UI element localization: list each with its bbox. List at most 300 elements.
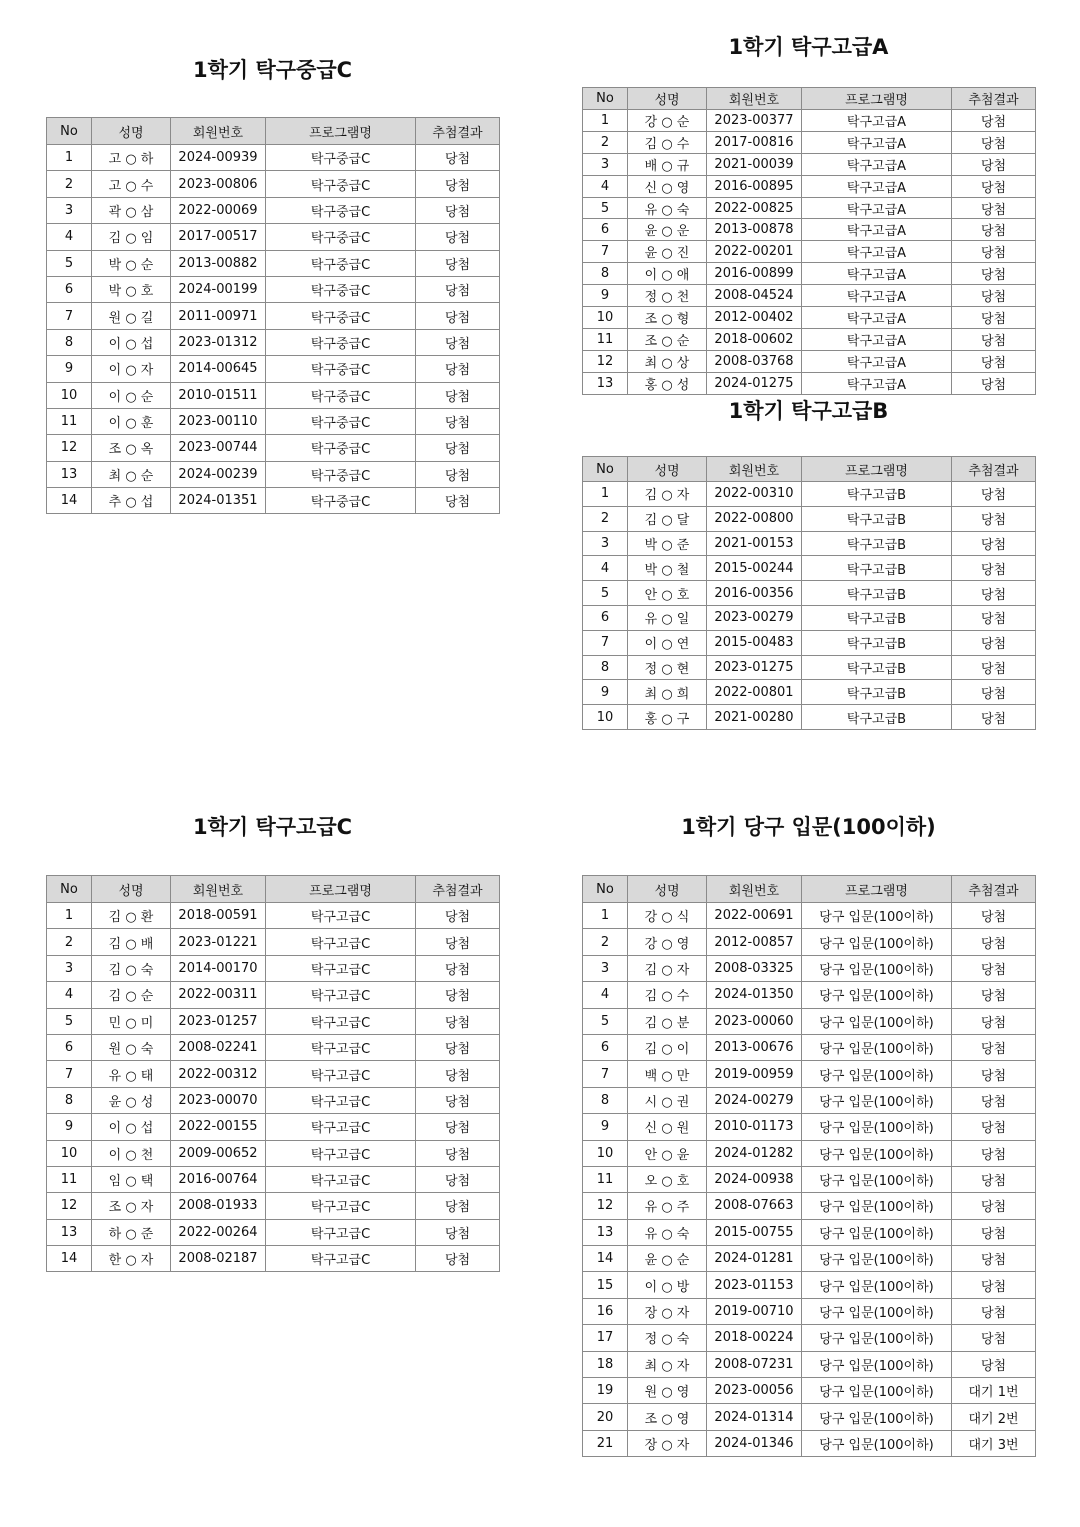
member-name-cell: 원 ○ 길 <box>92 303 171 329</box>
member-name-cell: 최 ○ 희 <box>628 680 707 705</box>
program-name-cell: 탁구중급C <box>266 461 416 487</box>
table-row <box>583 263 1036 285</box>
table-row <box>583 241 1036 263</box>
program-name-cell: 당구 입문(100이하) <box>802 1008 952 1034</box>
draw-result-cell: 당첨 <box>416 488 500 514</box>
row-number-cell: 14 <box>47 488 92 514</box>
row-number-cell: 5 <box>47 250 92 276</box>
table-row <box>583 506 1036 531</box>
draw-result-cell: 당첨 <box>952 506 1036 531</box>
member-name-cell: 한 ○ 자 <box>92 1246 171 1272</box>
draw-result-cell: 당첨 <box>416 1246 500 1272</box>
table-row <box>583 1246 1036 1272</box>
program-name-cell: 당구 입문(100이하) <box>802 955 952 981</box>
table-row <box>583 1378 1036 1404</box>
row-number-cell: 5 <box>47 1008 92 1034</box>
program-name-cell: 당구 입문(100이하) <box>802 1140 952 1166</box>
row-number-cell: 9 <box>583 680 628 705</box>
draw-result-cell: 당첨 <box>952 285 1036 307</box>
row-number-cell: 11 <box>47 1166 92 1192</box>
table-body <box>583 482 1036 730</box>
row-number-cell: 5 <box>583 197 628 219</box>
program-name-cell: 탁구고급B <box>802 556 952 581</box>
table-row <box>47 461 500 487</box>
table-row <box>47 197 500 223</box>
member-name-cell: 김 ○ 임 <box>92 224 171 250</box>
column-header: 추첨결과 <box>416 876 500 903</box>
draw-result-cell: 당첨 <box>416 461 500 487</box>
member-id-cell: 2016-00895 <box>707 175 802 197</box>
member-name-cell: 김 ○ 이 <box>628 1034 707 1060</box>
program-name-cell: 당구 입문(100이하) <box>802 1087 952 1113</box>
row-number-cell: 3 <box>583 955 628 981</box>
member-id-cell: 2021-00153 <box>707 531 802 556</box>
program-name-cell: 탁구고급A <box>802 153 952 175</box>
draw-result-cell: 당첨 <box>952 605 1036 630</box>
table-row <box>583 1061 1036 1087</box>
member-name-cell: 고 ○ 하 <box>92 145 171 171</box>
member-name-cell: 오 ○ 호 <box>628 1166 707 1192</box>
member-name-cell: 시 ○ 권 <box>628 1087 707 1113</box>
roster-table <box>46 117 500 514</box>
program-name-cell: 당구 입문(100이하) <box>802 1193 952 1219</box>
table-body <box>47 145 500 514</box>
program-name-cell: 탁구고급C <box>266 982 416 1008</box>
program-name-cell: 탁구중급C <box>266 250 416 276</box>
row-number-cell: 16 <box>583 1298 628 1324</box>
draw-result-cell: 당첨 <box>952 350 1036 372</box>
draw-result-cell: 당첨 <box>952 482 1036 507</box>
column-header: 프로그램명 <box>802 876 952 903</box>
member-id-cell: 2024-01275 <box>707 372 802 394</box>
table-row <box>583 131 1036 153</box>
table-row <box>47 1008 500 1034</box>
row-number-cell: 15 <box>583 1272 628 1298</box>
draw-result-cell: 당첨 <box>952 328 1036 350</box>
member-id-cell: 2015-00483 <box>707 630 802 655</box>
table-row <box>583 1140 1036 1166</box>
member-id-cell: 2022-00201 <box>707 241 802 263</box>
program-name-cell: 당구 입문(100이하) <box>802 1351 952 1377</box>
table-row <box>47 982 500 1008</box>
member-name-cell: 정 ○ 숙 <box>628 1325 707 1351</box>
table-row <box>583 1404 1036 1430</box>
program-name-cell: 탁구고급C <box>266 1193 416 1219</box>
column-header: 회원번호 <box>707 88 802 110</box>
member-name-cell: 김 ○ 분 <box>628 1008 707 1034</box>
program-name-cell: 당구 입문(100이하) <box>802 1404 952 1430</box>
program-name-cell: 탁구고급A <box>802 110 952 132</box>
draw-result-cell: 당첨 <box>952 241 1036 263</box>
member-name-cell: 이 ○ 섭 <box>92 1114 171 1140</box>
program-name-cell: 탁구고급C <box>266 1219 416 1245</box>
table-row <box>47 1193 500 1219</box>
draw-result-cell: 당첨 <box>952 655 1036 680</box>
draw-result-cell: 당첨 <box>416 171 500 197</box>
member-name-cell: 이 ○ 순 <box>92 382 171 408</box>
program-name-cell: 당구 입문(100이하) <box>802 1219 952 1245</box>
program-name-cell: 탁구고급B <box>802 630 952 655</box>
table-row <box>47 303 500 329</box>
table-row <box>47 382 500 408</box>
section-title: 1학기 당구 입문(100이하) <box>681 815 936 839</box>
row-number-cell: 9 <box>47 1114 92 1140</box>
table-row <box>583 372 1036 394</box>
row-number-cell: 6 <box>583 605 628 630</box>
member-name-cell: 민 ○ 미 <box>92 1008 171 1034</box>
member-id-cell: 2008-04524 <box>707 285 802 307</box>
member-name-cell: 홍 ○ 성 <box>628 372 707 394</box>
member-name-cell: 박 ○ 순 <box>92 250 171 276</box>
member-name-cell: 안 ○ 윤 <box>628 1140 707 1166</box>
row-number-cell: 12 <box>583 1193 628 1219</box>
member-id-cell: 2015-00244 <box>707 556 802 581</box>
program-name-cell: 탁구고급A <box>802 197 952 219</box>
row-number-cell: 7 <box>583 241 628 263</box>
row-number-cell: 19 <box>583 1378 628 1404</box>
column-header: 프로그램명 <box>802 457 952 482</box>
draw-result-cell: 당첨 <box>952 556 1036 581</box>
header-row <box>583 88 1036 110</box>
member-name-cell: 김 ○ 달 <box>628 506 707 531</box>
roster-table <box>582 456 1036 730</box>
draw-result-cell: 당첨 <box>952 531 1036 556</box>
member-id-cell: 2021-00039 <box>707 153 802 175</box>
member-id-cell: 2023-00806 <box>171 171 266 197</box>
table-row <box>583 1008 1036 1034</box>
section-title: 1학기 탁구고급A <box>728 35 889 59</box>
row-number-cell: 6 <box>583 1034 628 1060</box>
member-name-cell: 하 ○ 준 <box>92 1219 171 1245</box>
program-name-cell: 탁구고급A <box>802 175 952 197</box>
header-row <box>47 118 500 145</box>
table-row <box>583 1298 1036 1324</box>
table-row <box>583 655 1036 680</box>
table-body <box>47 903 500 1272</box>
member-id-cell: 2024-01351 <box>171 488 266 514</box>
program-name-cell: 당구 입문(100이하) <box>802 929 952 955</box>
table-row <box>583 1351 1036 1377</box>
row-number-cell: 10 <box>47 1140 92 1166</box>
program-name-cell: 탁구고급B <box>802 531 952 556</box>
member-id-cell: 2024-01350 <box>707 982 802 1008</box>
member-id-cell: 2008-02187 <box>171 1246 266 1272</box>
table-body <box>583 110 1036 395</box>
row-number-cell: 6 <box>583 219 628 241</box>
row-number-cell: 5 <box>583 581 628 606</box>
draw-result-cell: 당첨 <box>952 1087 1036 1113</box>
member-id-cell: 2008-07231 <box>707 1351 802 1377</box>
table-row <box>47 488 500 514</box>
draw-result-cell: 당첨 <box>952 175 1036 197</box>
member-name-cell: 강 ○ 순 <box>628 110 707 132</box>
draw-result-cell: 당첨 <box>416 903 500 929</box>
program-name-cell: 탁구중급C <box>266 382 416 408</box>
member-name-cell: 조 ○ 영 <box>628 1404 707 1430</box>
draw-result-cell: 당첨 <box>952 1193 1036 1219</box>
column-header: 추첨결과 <box>952 457 1036 482</box>
program-name-cell: 탁구중급C <box>266 224 416 250</box>
member-id-cell: 2008-03768 <box>707 350 802 372</box>
member-name-cell: 김 ○ 자 <box>628 955 707 981</box>
member-name-cell: 박 ○ 준 <box>628 531 707 556</box>
program-name-cell: 탁구고급B <box>802 482 952 507</box>
member-id-cell: 2022-00312 <box>171 1061 266 1087</box>
table-body <box>583 903 1036 1457</box>
draw-result-cell: 당첨 <box>416 929 500 955</box>
draw-result-cell: 당첨 <box>416 197 500 223</box>
member-id-cell: 2017-00816 <box>707 131 802 153</box>
member-name-cell: 백 ○ 만 <box>628 1061 707 1087</box>
member-name-cell: 조 ○ 자 <box>92 1193 171 1219</box>
program-name-cell: 탁구중급C <box>266 488 416 514</box>
table-row <box>583 903 1036 929</box>
row-number-cell: 1 <box>583 110 628 132</box>
program-name-cell: 당구 입문(100이하) <box>802 1166 952 1192</box>
row-number-cell: 3 <box>47 197 92 223</box>
draw-result-cell: 당첨 <box>952 110 1036 132</box>
member-id-cell: 2024-01314 <box>707 1404 802 1430</box>
program-name-cell: 탁구고급C <box>266 1166 416 1192</box>
program-name-cell: 당구 입문(100이하) <box>802 1246 952 1272</box>
member-name-cell: 박 ○ 철 <box>628 556 707 581</box>
draw-result-cell: 당첨 <box>952 1114 1036 1140</box>
member-name-cell: 이 ○ 연 <box>628 630 707 655</box>
table-row <box>583 630 1036 655</box>
draw-result-cell: 당첨 <box>952 197 1036 219</box>
table-row <box>47 224 500 250</box>
member-id-cell: 2017-00517 <box>171 224 266 250</box>
member-name-cell: 원 ○ 숙 <box>92 1034 171 1060</box>
row-number-cell: 2 <box>47 929 92 955</box>
draw-result-cell: 당첨 <box>952 929 1036 955</box>
header-row <box>47 876 500 903</box>
member-name-cell: 윤 ○ 성 <box>92 1087 171 1113</box>
table-row <box>583 605 1036 630</box>
draw-result-cell: 당첨 <box>416 435 500 461</box>
member-id-cell: 2024-01346 <box>707 1430 802 1456</box>
draw-result-cell: 대기 3번 <box>952 1430 1036 1456</box>
program-name-cell: 탁구고급C <box>266 1140 416 1166</box>
table-row <box>583 680 1036 705</box>
member-id-cell: 2022-00801 <box>707 680 802 705</box>
table-row <box>583 929 1036 955</box>
column-header: No <box>583 88 628 110</box>
table-row <box>583 153 1036 175</box>
member-id-cell: 2018-00591 <box>171 903 266 929</box>
table-row <box>47 955 500 981</box>
member-name-cell: 김 ○ 순 <box>92 982 171 1008</box>
member-id-cell: 2023-00060 <box>707 1008 802 1034</box>
column-header: 회원번호 <box>707 876 802 903</box>
draw-result-cell: 당첨 <box>952 581 1036 606</box>
row-number-cell: 3 <box>583 153 628 175</box>
program-name-cell: 탁구고급B <box>802 655 952 680</box>
table-row <box>583 1166 1036 1192</box>
column-header: 프로그램명 <box>266 876 416 903</box>
roster-table <box>582 87 1036 395</box>
draw-result-cell: 당첨 <box>416 250 500 276</box>
row-number-cell: 3 <box>47 955 92 981</box>
table-row <box>47 145 500 171</box>
draw-result-cell: 당첨 <box>952 630 1036 655</box>
row-number-cell: 5 <box>583 1008 628 1034</box>
member-id-cell: 2012-00402 <box>707 307 802 329</box>
member-id-cell: 2013-00882 <box>171 250 266 276</box>
member-name-cell: 장 ○ 자 <box>628 1298 707 1324</box>
program-name-cell: 탁구고급A <box>802 328 952 350</box>
member-name-cell: 최 ○ 자 <box>628 1351 707 1377</box>
program-name-cell: 탁구고급A <box>802 350 952 372</box>
draw-result-cell: 당첨 <box>416 1061 500 1087</box>
program-name-cell: 탁구고급A <box>802 263 952 285</box>
table-row <box>47 276 500 302</box>
section-title: 1학기 탁구고급C <box>192 815 353 839</box>
program-name-cell: 탁구고급C <box>266 1061 416 1087</box>
member-name-cell: 윤 ○ 운 <box>628 219 707 241</box>
header-row <box>583 457 1036 482</box>
member-name-cell: 이 ○ 훈 <box>92 408 171 434</box>
member-name-cell: 김 ○ 수 <box>628 131 707 153</box>
program-name-cell: 탁구고급C <box>266 1087 416 1113</box>
member-name-cell: 고 ○ 수 <box>92 171 171 197</box>
member-id-cell: 2014-00170 <box>171 955 266 981</box>
row-number-cell: 13 <box>47 1219 92 1245</box>
table-row <box>583 982 1036 1008</box>
member-name-cell: 이 ○ 방 <box>628 1272 707 1298</box>
member-name-cell: 이 ○ 애 <box>628 263 707 285</box>
row-number-cell: 1 <box>47 903 92 929</box>
row-number-cell: 7 <box>47 303 92 329</box>
member-id-cell: 2018-00602 <box>707 328 802 350</box>
draw-result-cell: 당첨 <box>416 356 500 382</box>
member-id-cell: 2024-00938 <box>707 1166 802 1192</box>
row-number-cell: 9 <box>47 356 92 382</box>
member-name-cell: 유 ○ 일 <box>628 605 707 630</box>
draw-result-cell: 당첨 <box>952 307 1036 329</box>
member-name-cell: 강 ○ 식 <box>628 903 707 929</box>
table-row <box>47 1246 500 1272</box>
column-header: 성명 <box>92 118 171 145</box>
program-name-cell: 탁구고급B <box>802 605 952 630</box>
draw-result-cell: 당첨 <box>416 1087 500 1113</box>
row-number-cell: 7 <box>47 1061 92 1087</box>
draw-result-cell: 당첨 <box>416 224 500 250</box>
member-id-cell: 2024-01282 <box>707 1140 802 1166</box>
table-row <box>47 1140 500 1166</box>
draw-result-cell: 당첨 <box>416 1114 500 1140</box>
column-header: 성명 <box>628 876 707 903</box>
draw-result-cell: 당첨 <box>952 1034 1036 1060</box>
draw-result-cell: 당첨 <box>952 1272 1036 1298</box>
draw-result-cell: 당첨 <box>952 1325 1036 1351</box>
row-number-cell: 4 <box>583 982 628 1008</box>
program-name-cell: 당구 입문(100이하) <box>802 1430 952 1456</box>
table-row <box>583 1114 1036 1140</box>
table-row <box>47 1219 500 1245</box>
row-number-cell: 10 <box>583 307 628 329</box>
draw-result-cell: 당첨 <box>416 1140 500 1166</box>
draw-result-cell: 당첨 <box>952 705 1036 730</box>
program-name-cell: 당구 입문(100이하) <box>802 982 952 1008</box>
table-row <box>47 250 500 276</box>
row-number-cell: 1 <box>583 903 628 929</box>
row-number-cell: 2 <box>47 171 92 197</box>
draw-result-cell: 당첨 <box>952 131 1036 153</box>
program-name-cell: 탁구중급C <box>266 329 416 355</box>
row-number-cell: 12 <box>47 1193 92 1219</box>
draw-result-cell: 당첨 <box>416 1193 500 1219</box>
member-id-cell: 2024-00239 <box>171 461 266 487</box>
row-number-cell: 8 <box>583 263 628 285</box>
table-row <box>47 171 500 197</box>
column-header: 성명 <box>628 88 707 110</box>
member-id-cell: 2022-00264 <box>171 1219 266 1245</box>
row-number-cell: 3 <box>583 531 628 556</box>
program-name-cell: 탁구고급B <box>802 705 952 730</box>
draw-result-cell: 당첨 <box>416 408 500 434</box>
member-id-cell: 2010-01511 <box>171 382 266 408</box>
program-name-cell: 탁구고급A <box>802 372 952 394</box>
column-header: 추첨결과 <box>416 118 500 145</box>
program-name-cell: 탁구중급C <box>266 171 416 197</box>
row-number-cell: 4 <box>47 982 92 1008</box>
member-id-cell: 2024-01281 <box>707 1246 802 1272</box>
member-id-cell: 2011-00971 <box>171 303 266 329</box>
draw-result-cell: 당첨 <box>952 1298 1036 1324</box>
table-row <box>583 285 1036 307</box>
table-row <box>583 482 1036 507</box>
member-id-cell: 2016-00764 <box>171 1166 266 1192</box>
column-header: 회원번호 <box>707 457 802 482</box>
member-id-cell: 2008-01933 <box>171 1193 266 1219</box>
member-id-cell: 2018-00224 <box>707 1325 802 1351</box>
member-name-cell: 최 ○ 순 <box>92 461 171 487</box>
column-header: 추첨결과 <box>952 88 1036 110</box>
row-number-cell: 8 <box>47 329 92 355</box>
row-number-cell: 7 <box>583 1061 628 1087</box>
program-name-cell: 탁구중급C <box>266 145 416 171</box>
member-id-cell: 2016-00899 <box>707 263 802 285</box>
member-name-cell: 유 ○ 주 <box>628 1193 707 1219</box>
row-number-cell: 4 <box>47 224 92 250</box>
draw-result-cell: 당첨 <box>416 1034 500 1060</box>
program-name-cell: 탁구고급B <box>802 506 952 531</box>
member-id-cell: 2009-00652 <box>171 1140 266 1166</box>
row-number-cell: 6 <box>47 276 92 302</box>
program-name-cell: 당구 입문(100이하) <box>802 1378 952 1404</box>
row-number-cell: 17 <box>583 1325 628 1351</box>
table-row <box>47 435 500 461</box>
program-name-cell: 당구 입문(100이하) <box>802 1034 952 1060</box>
column-header: No <box>583 457 628 482</box>
program-name-cell: 탁구중급C <box>266 197 416 223</box>
member-name-cell: 이 ○ 섭 <box>92 329 171 355</box>
member-id-cell: 2023-00279 <box>707 605 802 630</box>
program-name-cell: 탁구고급C <box>266 1246 416 1272</box>
row-number-cell: 8 <box>583 1087 628 1113</box>
table-row <box>47 408 500 434</box>
row-number-cell: 11 <box>583 1166 628 1192</box>
program-name-cell: 탁구중급C <box>266 435 416 461</box>
table-row <box>583 219 1036 241</box>
draw-result-cell: 당첨 <box>952 1246 1036 1272</box>
table-row <box>583 1087 1036 1113</box>
member-id-cell: 2022-00311 <box>171 982 266 1008</box>
table-row <box>583 556 1036 581</box>
table-row <box>47 1114 500 1140</box>
draw-result-cell: 당첨 <box>952 903 1036 929</box>
